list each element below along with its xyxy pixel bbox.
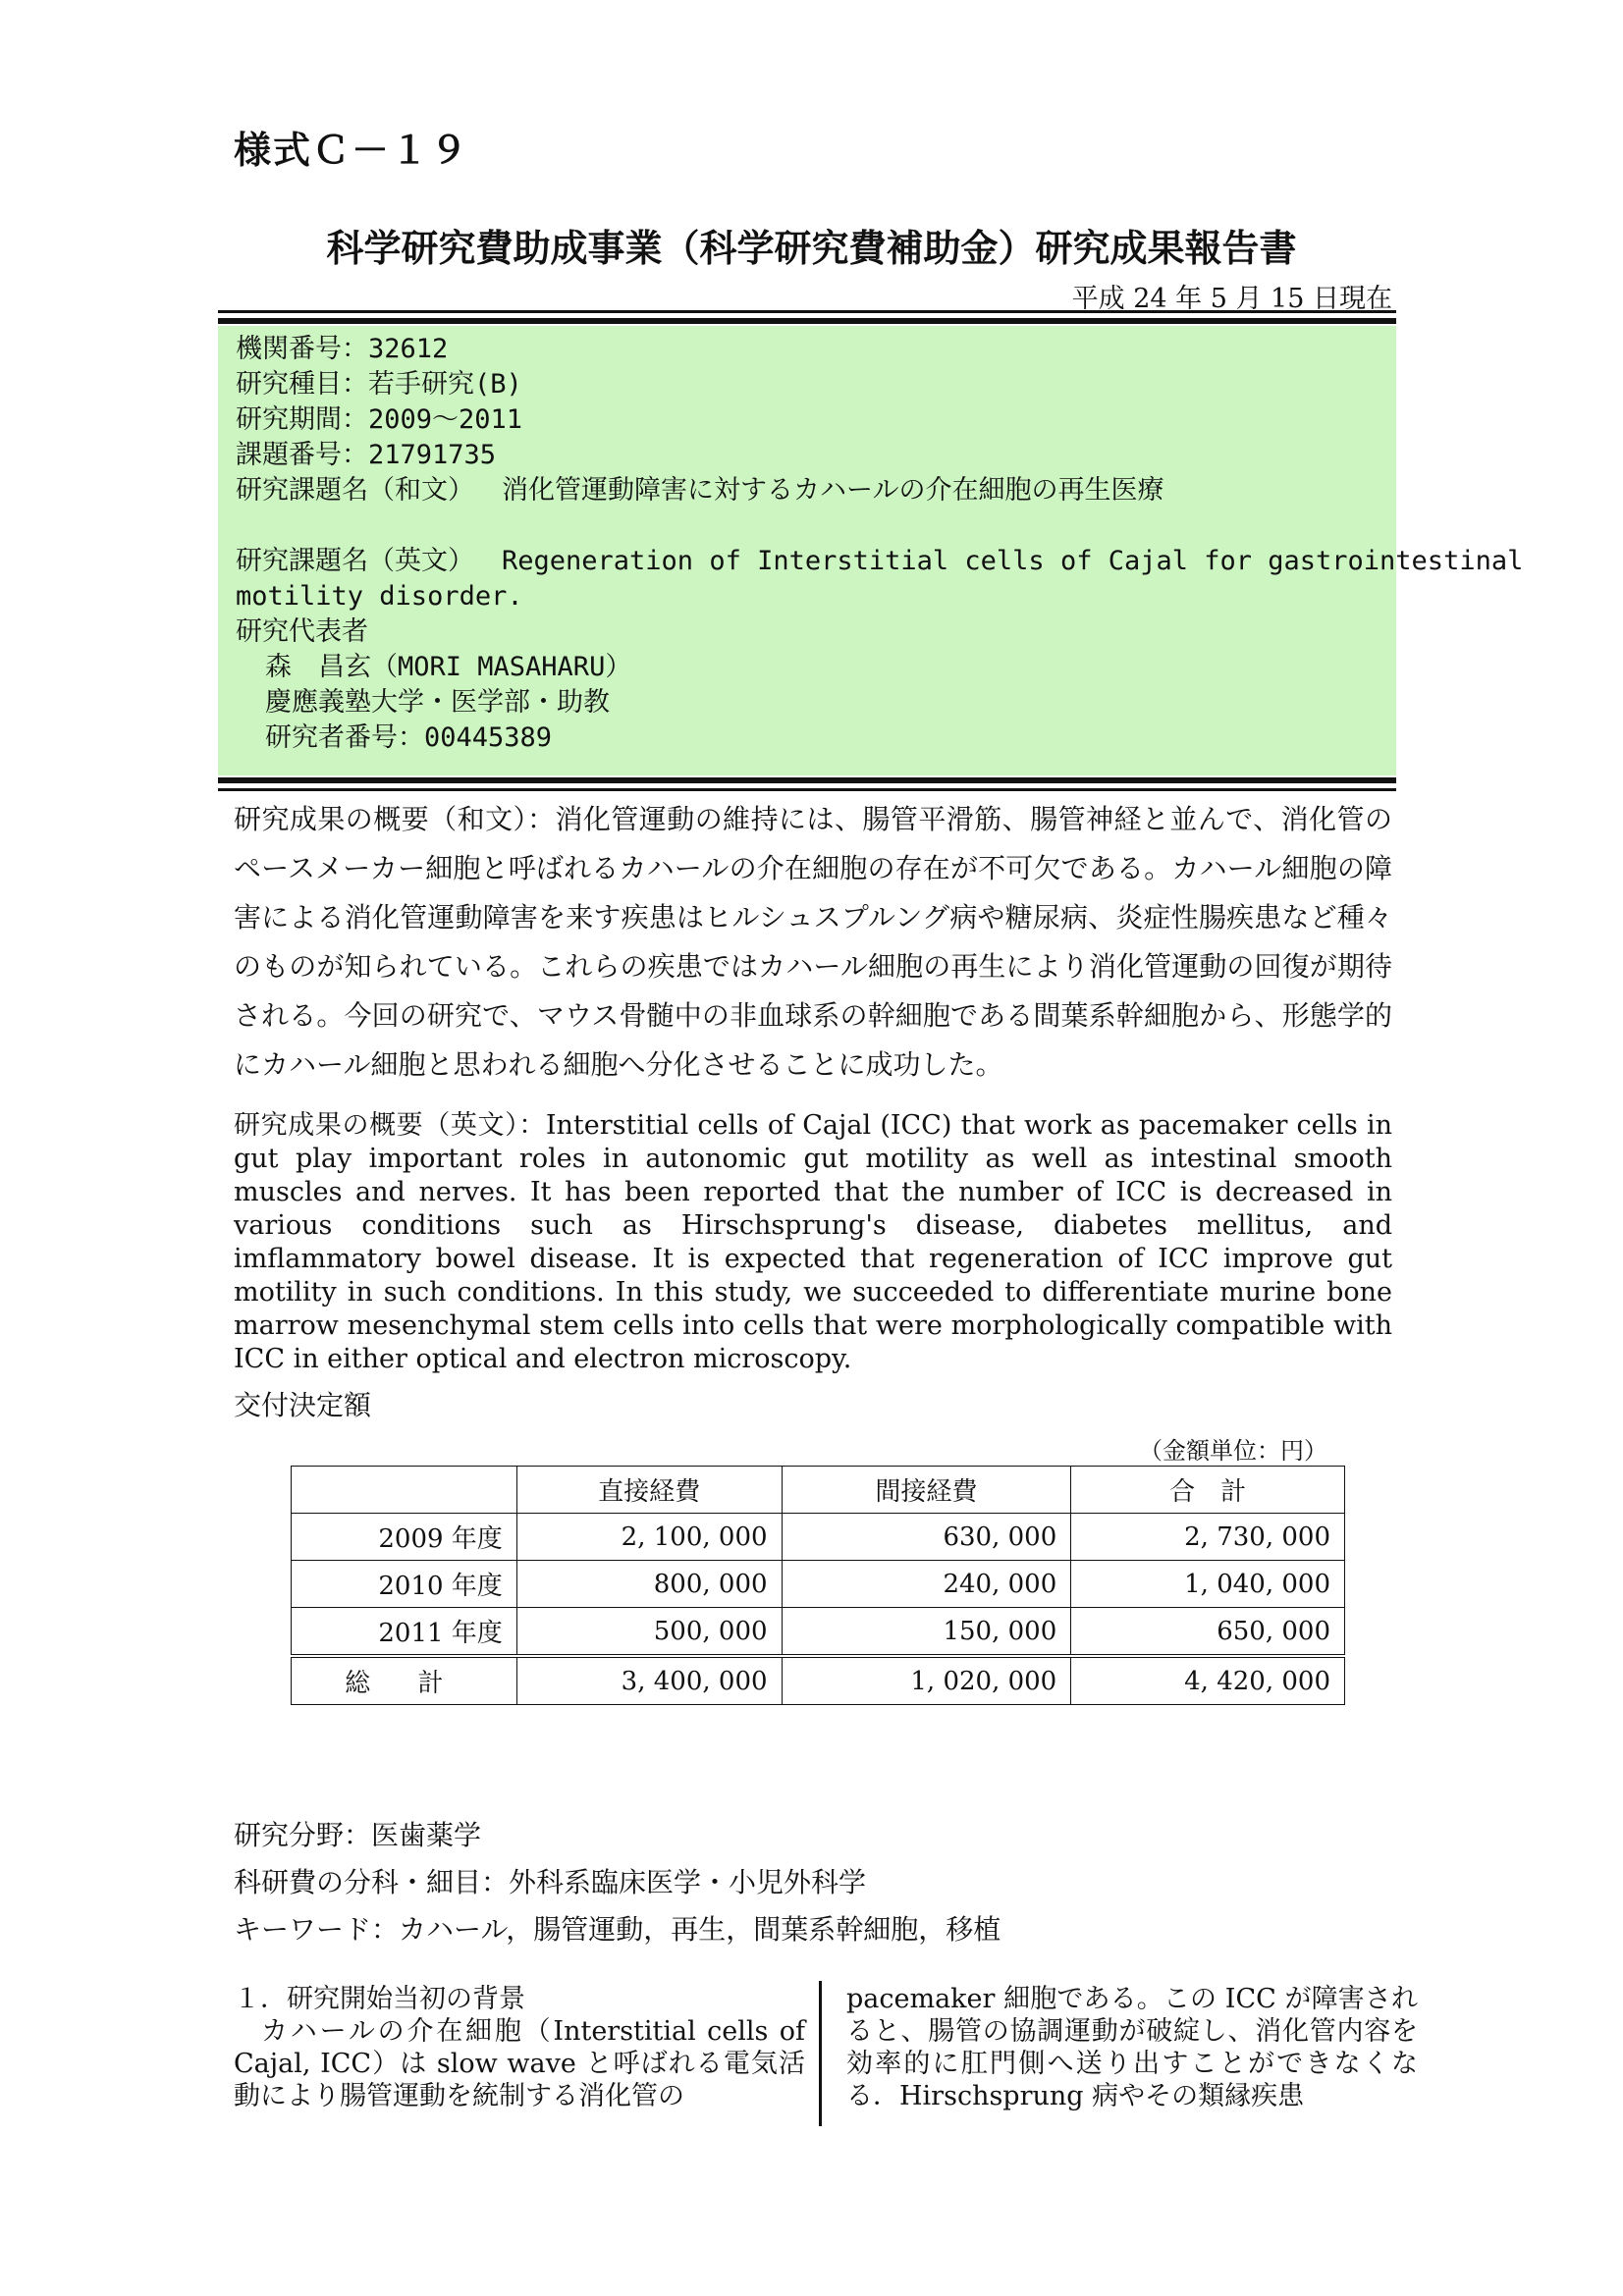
grant-header-total: 合 計 bbox=[1071, 1467, 1345, 1514]
research-category: 研究種目：若手研究(B) bbox=[236, 369, 522, 400]
grant-total-row bbox=[292, 1656, 1345, 1705]
grant-sum: 2, 730, 000 bbox=[1071, 1514, 1345, 1561]
title-en-line2: motility disorder. bbox=[236, 581, 523, 612]
institution-number: 機関番号：32612 bbox=[236, 334, 449, 364]
summary-jp-label: 研究成果の概要（和文）： bbox=[234, 803, 556, 835]
grant-indirect: 630, 000 bbox=[782, 1514, 1071, 1561]
grant-year: 2011 年度 bbox=[292, 1608, 517, 1657]
table-row bbox=[292, 1608, 1345, 1657]
grant-direct: 2, 100, 000 bbox=[516, 1514, 782, 1561]
title-jp-label: 研究課題名（和文） bbox=[236, 475, 474, 506]
representative-name: 森 昌玄（MORI MASAHARU） bbox=[265, 652, 632, 682]
top-double-rule bbox=[218, 310, 1396, 324]
grant-indirect: 150, 000 bbox=[782, 1608, 1071, 1657]
section1-left-text: カハールの介在細胞（Interstitial cells of Cajal, ICC）は slow wave と呼ばれる電気活動により腸管運動を統制する消化管の bbox=[234, 2016, 805, 2111]
grant-sum: 650, 000 bbox=[1071, 1608, 1345, 1657]
section1-right-text: pacemaker 細胞である。この ICC が障害されると、腸管の協調運動が破綻し、消化管内容を効率的に肛門側へ送り出すことができなくなる．Hirschsprung 病やその類縁疾患 bbox=[846, 1984, 1418, 2111]
affiliation: 慶應義塾大学・医学部・助教 bbox=[265, 687, 610, 718]
grant-total-label: 総 計 bbox=[292, 1656, 517, 1705]
section1-heading: １．研究開始当初の背景 bbox=[234, 1984, 525, 2014]
section1-left-column bbox=[234, 1983, 805, 2112]
grant-direct: 500, 000 bbox=[516, 1608, 782, 1657]
column-divider bbox=[819, 1981, 822, 2126]
grant-year: 2010 年度 bbox=[292, 1561, 517, 1608]
project-number: 課題番号：21791735 bbox=[236, 440, 497, 470]
summary-jp bbox=[234, 795, 1392, 1090]
summary-jp-text: 消化管運動の維持には、腸管平滑筋、腸管神経と並んで、消化管のペースメーカー細胞と呼ばれるカハールの介在細胞の存在が不可欠である。カハール細胞の障害による消化管運動障害を来す疾患はヒルシュスプルング病や糖尿病、炎症性腸疾患など種々のものが知られている。これらの疾患ではカハール細胞の再生により消化管運動の回復が期待される。今回の研究で、マウス骨髄中の非血球系の幹細胞である間葉系幹細胞から、形態学的にカハール細胞と思われる細胞へ分化させることに成功した。 bbox=[234, 803, 1392, 1081]
form-id: 様式Ｃ－１９ bbox=[234, 129, 470, 172]
title-en-label: 研究課題名（英文） bbox=[236, 546, 474, 576]
summary-en-text: Interstitial cells of Cajal (ICC) that work as pacemaker cells in gut play important roles in autonomic gut motility as well as intestinal smooth muscles and nerves. It has been reported that the number of ICC is decreased in various conditions such as Hirschsprung's disease, diabetes mellitus, and imflammatory bowel disease. It is expected that regeneration of ICC improve gut motility in such conditions. In this study, we succeeded to differentiate murine bone marrow mesenchymal stem cells into cells that were morphologically compatible with ICC in either optical and electron microscopy. bbox=[234, 1110, 1392, 1374]
grant-unit: （金額単位：円） bbox=[1139, 1437, 1327, 1465]
grant-total-sum: 4, 420, 000 bbox=[1071, 1656, 1345, 1705]
bottom-double-rule bbox=[218, 777, 1396, 791]
title-jp-row bbox=[236, 473, 1379, 508]
title-en-line1: Regeneration of Interstitial cells of Cajal for gastrointestinal bbox=[502, 546, 1524, 576]
grant-table bbox=[291, 1466, 1345, 1705]
summary-en-label: 研究成果の概要（英文）： bbox=[234, 1110, 546, 1141]
title-en-row bbox=[236, 544, 1524, 579]
grant-header-blank bbox=[292, 1467, 517, 1514]
grant-header-direct: 直接経費 bbox=[516, 1467, 782, 1514]
table-row bbox=[292, 1561, 1345, 1608]
grant-total-indirect: 1, 020, 000 bbox=[782, 1656, 1071, 1705]
grant-year: 2009 年度 bbox=[292, 1514, 517, 1561]
report-date: 平成 24 年 5 月 15 日現在 bbox=[1071, 284, 1392, 314]
table-row bbox=[292, 1514, 1345, 1561]
grant-total-direct: 3, 400, 000 bbox=[516, 1656, 782, 1705]
keywords: キーワード：カハール，腸管運動，再生，間葉系幹細胞，移植 bbox=[234, 1913, 1001, 1946]
summary-en bbox=[234, 1109, 1392, 1376]
research-period: 研究期間：2009～2011 bbox=[236, 404, 523, 435]
grant-header-indirect: 間接経費 bbox=[782, 1467, 1071, 1514]
grant-direct: 800, 000 bbox=[516, 1561, 782, 1608]
researcher-number: 研究者番号：00445389 bbox=[265, 722, 553, 753]
grant-indirect: 240, 000 bbox=[782, 1561, 1071, 1608]
grant-header-row bbox=[292, 1467, 1345, 1514]
grant-sum: 1, 040, 000 bbox=[1071, 1561, 1345, 1608]
research-subdivision: 科研費の分科・細目：外科系臨床医学・小児外科学 bbox=[234, 1866, 867, 1898]
project-info-box bbox=[218, 326, 1524, 775]
research-field: 研究分野：医歯薬学 bbox=[234, 1819, 482, 1851]
title-jp: 消化管運動障害に対するカハールの介在細胞の再生医療 bbox=[502, 475, 1164, 506]
report-title: 科学研究費助成事業（科学研究費補助金）研究成果報告書 bbox=[326, 227, 1297, 270]
representative-label: 研究代表者 bbox=[236, 616, 368, 647]
grant-label: 交付決定額 bbox=[234, 1389, 372, 1421]
